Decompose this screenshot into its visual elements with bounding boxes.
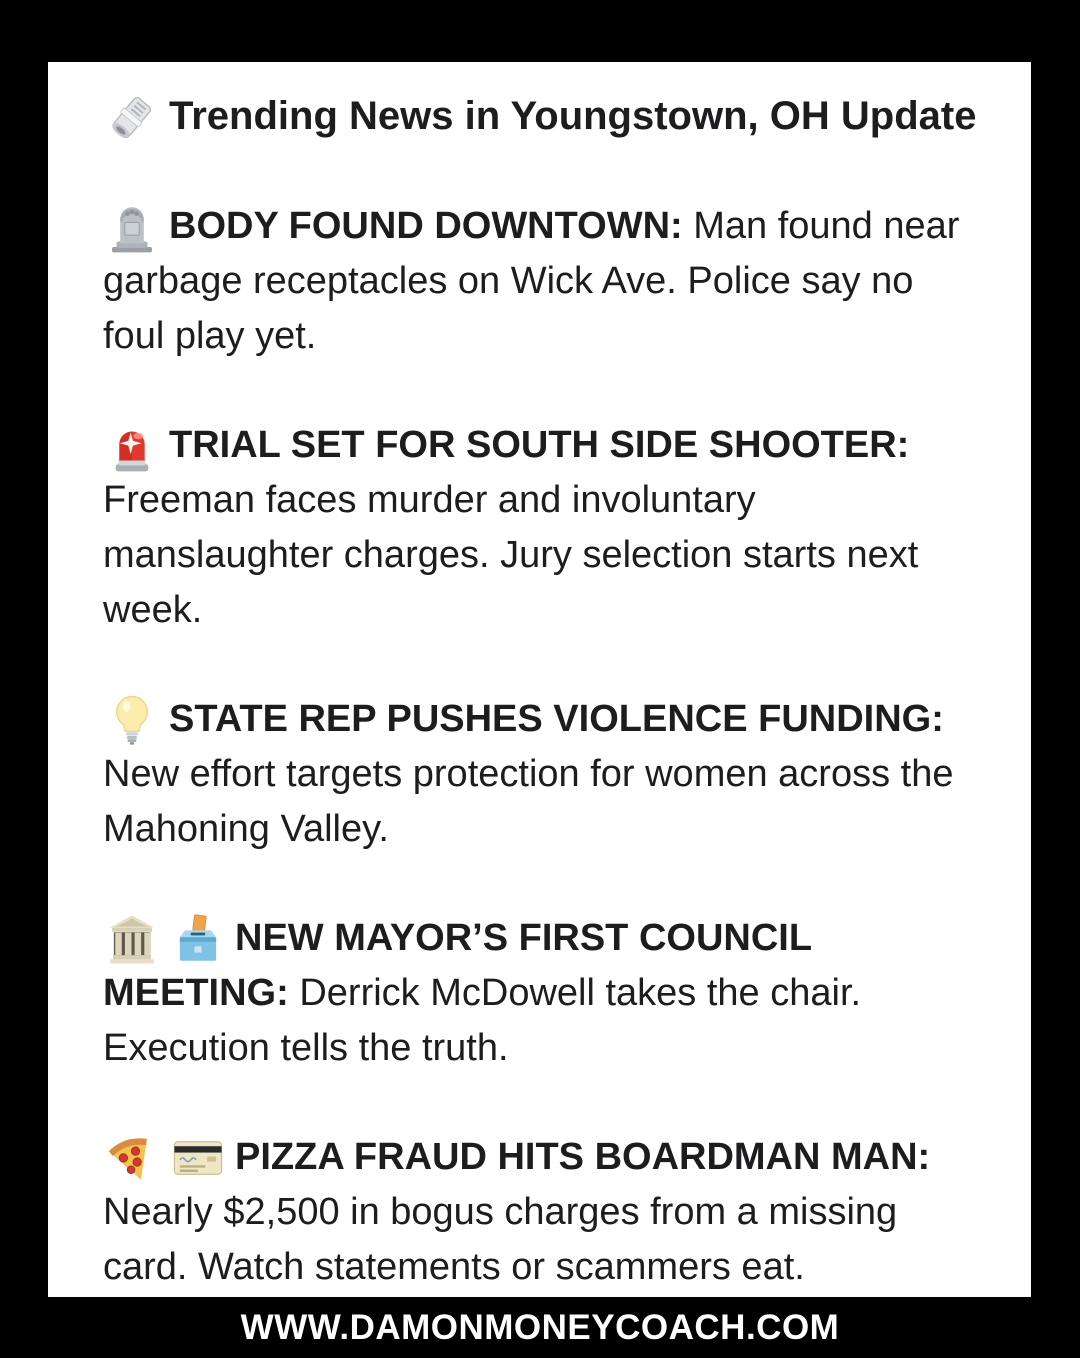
- page-title: [103, 89, 977, 144]
- story-body: Nearly $2,500 in bogus charges from a missing card. Watch statements or scammers eat.: [103, 1191, 898, 1288]
- story-headline: STATE REP PUSHES VIOLENCE FUNDING:: [169, 698, 944, 740]
- classical-building-icon: [103, 910, 161, 968]
- credit-card-icon: [169, 1129, 227, 1187]
- light-bulb-icon: [103, 691, 161, 749]
- news-story: [103, 418, 962, 638]
- story-icons: [103, 698, 169, 740]
- story-icons: [103, 205, 169, 247]
- story-body: New effort targets protection for women across the Mahoning Valley.: [103, 753, 954, 850]
- story-body: Derrick McDowell takes the chair. Execution tells the truth.: [103, 972, 862, 1069]
- story-body: Man found near garbage receptacles on Wick Ave. Police say no foul play yet.: [103, 205, 960, 357]
- news-story: [103, 692, 962, 857]
- newspaper-icon: [103, 91, 159, 147]
- footer-bar: [0, 1297, 1080, 1358]
- story-body: Freeman faces murder and involuntary manslaughter charges. Jury selection starts next week.: [103, 479, 919, 631]
- story-headline: PIZZA FRAUD HITS BOARDMAN MAN:: [235, 1136, 931, 1178]
- news-story: [103, 1130, 962, 1295]
- story-headline: BODY FOUND DOWNTOWN:: [169, 205, 683, 247]
- ballot-box-icon: [169, 910, 227, 968]
- story-icons: [103, 424, 169, 466]
- page-title-text: Trending News in Youngstown, OH Update: [169, 94, 977, 138]
- footer-url: WWW.DAMONMONEYCOACH.COM: [240, 1307, 840, 1347]
- story-icons: [103, 1136, 235, 1178]
- police-light-icon: [103, 417, 161, 475]
- headstone-icon: [103, 198, 161, 256]
- story-headline: NEW MAYOR’S FIRST COUNCIL MEETING:: [103, 917, 812, 1014]
- pizza-icon: [103, 1129, 161, 1187]
- story-icons: [103, 917, 235, 959]
- stories-list: [103, 199, 962, 1295]
- news-story: [103, 199, 962, 364]
- story-headline: TRIAL SET FOR SOUTH SIDE SHOOTER:: [169, 424, 910, 466]
- news-card: [48, 62, 1031, 1297]
- news-story: [103, 911, 962, 1076]
